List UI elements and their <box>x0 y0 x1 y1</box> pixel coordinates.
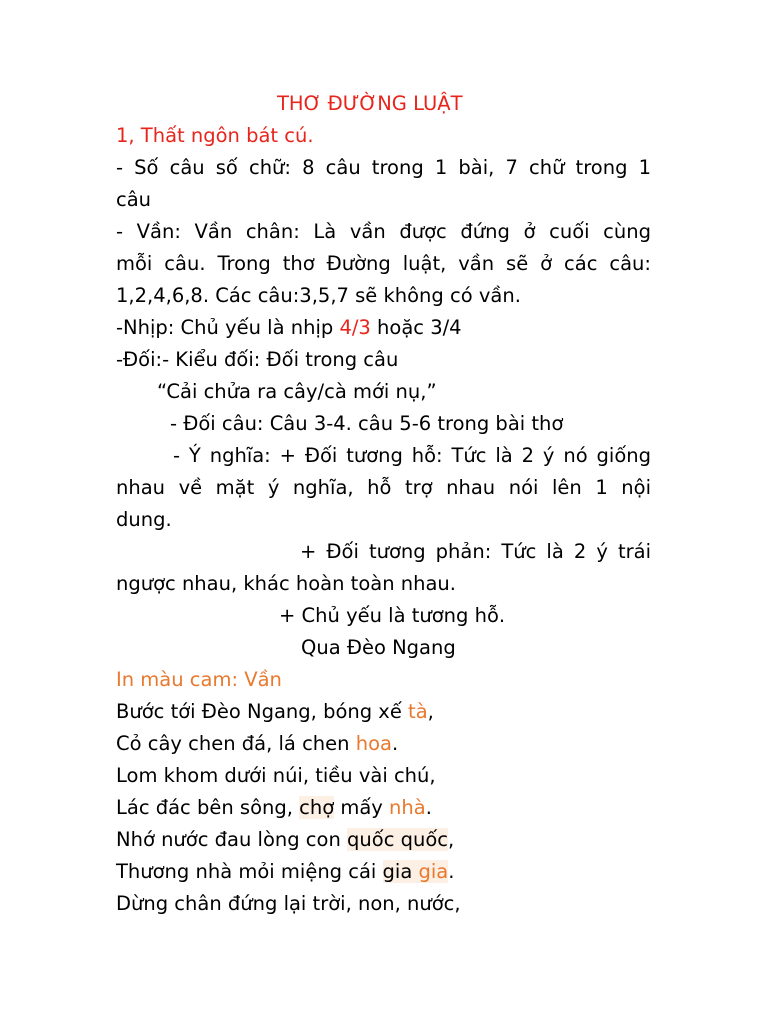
rhyme-word: nhà <box>389 796 426 819</box>
poem-title: Qua Đèo Ngang <box>301 636 456 659</box>
poem-line: Dừng chân đứng lại trời, non, nước, <box>116 892 461 915</box>
poem-line <box>116 731 651 757</box>
section-heading: 1, Thất ngôn bát cú. <box>116 124 314 147</box>
text-line: dung. <box>116 508 172 531</box>
text-segment: hoặc 3/4 <box>370 316 462 339</box>
text-segment: -Nhịp: Chủ yếu là nhịp <box>116 316 340 339</box>
text-line: - Đối câu: Câu 3-4. câu 5-6 trong bài thơ <box>170 412 564 435</box>
poem-line <box>116 859 651 885</box>
text-segment: , <box>427 700 434 723</box>
text-line: -Đối:- Kiểu đối: Đối trong câu <box>116 348 399 371</box>
text-line: nhau về mặt ý nghĩa, hỗ trợ nhau nói lên 1 nội <box>116 476 651 499</box>
text-segment: Thương nhà mỏi miệng cái <box>116 860 383 883</box>
text-line: 1,2,4,6,8. Các câu:3,5,7 sẽ không có vần. <box>116 284 521 307</box>
highlighted-word: chợ <box>299 796 335 819</box>
quote-line: “Cải chửa ra cây/cà mới nụ,” <box>157 380 437 403</box>
text-line: - Vần: Vần chân: Là vần được đứng ở cuối cùng <box>116 220 651 243</box>
text-segment: Cỏ cây chen đá, lá chen <box>116 732 356 755</box>
text-line: ngược nhau, khác hoàn toàn nhau. <box>116 572 456 595</box>
rhythm-emphasis: 4/3 <box>339 316 371 339</box>
text-segment: . <box>425 796 432 819</box>
poem-line <box>116 827 651 853</box>
poem-line <box>116 795 651 821</box>
text-segment: , <box>448 828 455 851</box>
color-note: In màu cam: Vần <box>116 668 282 691</box>
text-line: - Số câu số chữ: 8 câu trong 1 bài, 7 chữ trong 1 <box>116 156 651 179</box>
text-line: + Đối tương phản: Tức là 2 ý trái <box>300 540 651 563</box>
text-segment: Bước tới Đèo Ngang, bóng xế <box>116 700 409 723</box>
rhyme-word: gia <box>418 860 449 883</box>
text-segment: . <box>448 860 455 883</box>
text-segment: mấy <box>334 796 390 819</box>
poem-line <box>116 699 651 725</box>
rhyme-word: tà <box>408 700 428 723</box>
text-segment: Lác đác bên sông, <box>116 796 300 819</box>
text-line: mỗi câu. Trong thơ Đường luật, vần sẽ ở các câu: <box>116 252 651 275</box>
doc-title: THƠ ĐƯỜNG LUẬT <box>277 92 463 115</box>
text-line: + Chủ yếu là tương hỗ. <box>279 604 506 627</box>
highlighted-word: gia <box>382 860 419 883</box>
text-segment: . <box>391 732 399 755</box>
rhythm-line <box>116 315 651 341</box>
rhyme-word: hoa <box>355 732 392 755</box>
poem-line: Lom khom dưới núi, tiều vài chú, <box>116 764 436 787</box>
text-line: - Ý nghĩa: + Đối tương hỗ: Tức là 2 ý nó giống <box>173 444 651 467</box>
text-line: câu <box>116 188 152 211</box>
highlighted-word: quốc quốc <box>347 828 449 851</box>
text-segment: Nhớ nước đau lòng con <box>116 828 348 851</box>
